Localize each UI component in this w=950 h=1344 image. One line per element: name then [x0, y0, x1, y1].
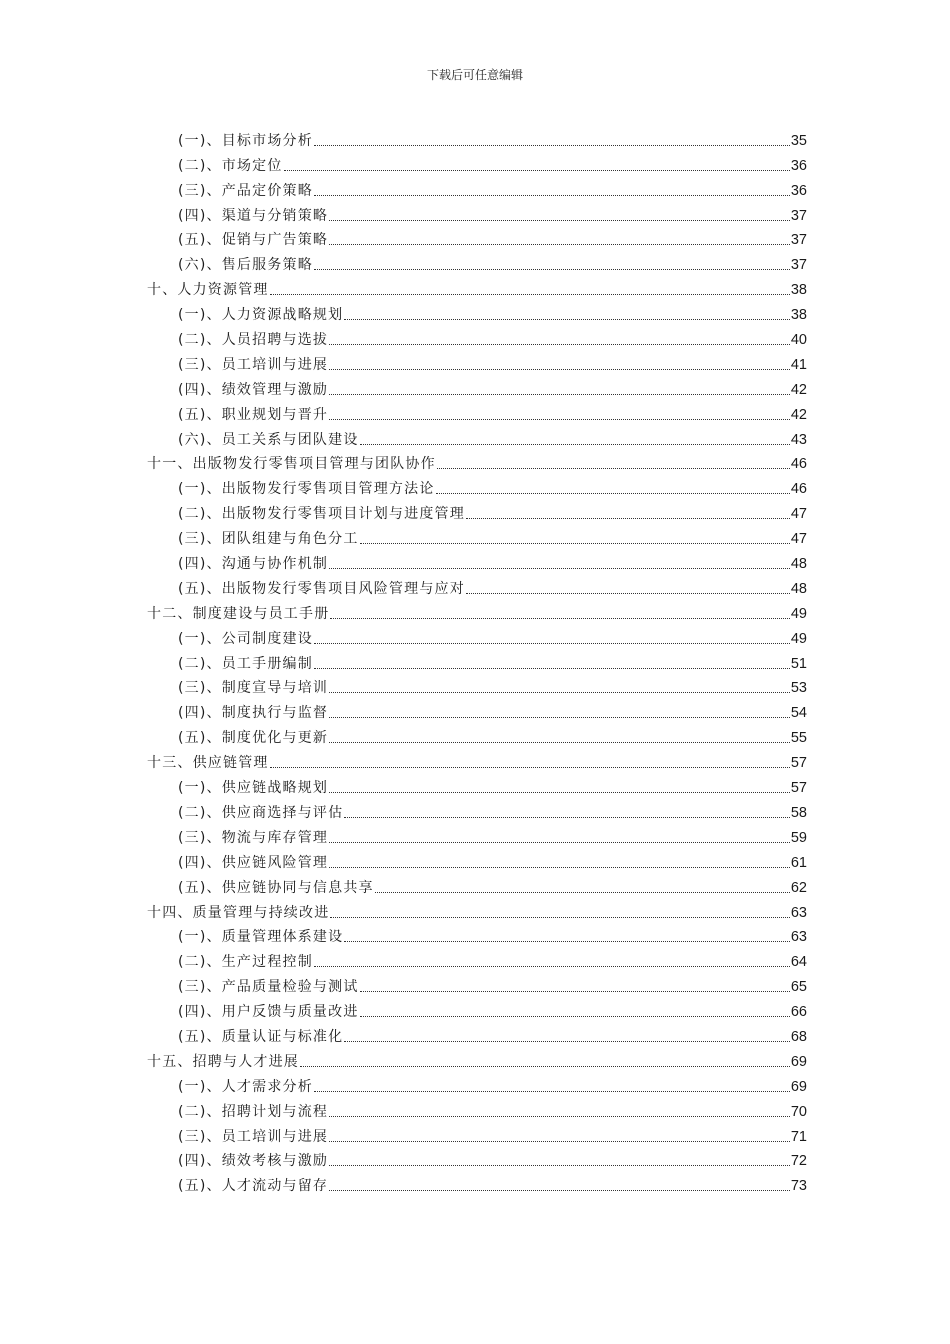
toc-page-number: 68 — [790, 1028, 807, 1045]
toc-entry-label: (三)、制度宣导与培训 — [178, 680, 329, 697]
toc-entry-label: (四)、用户反馈与质量改进 — [178, 1004, 359, 1021]
dot-leader — [329, 243, 790, 245]
dot-leader — [375, 891, 790, 893]
toc-page-number: 48 — [790, 556, 807, 573]
toc-page-number: 73 — [790, 1178, 807, 1195]
dot-leader — [284, 169, 790, 171]
toc-page-number: 62 — [790, 879, 807, 896]
toc-page-number: 70 — [790, 1103, 807, 1120]
toc-page-number: 48 — [790, 580, 807, 597]
toc-page-number: 43 — [790, 431, 807, 448]
dot-leader — [314, 965, 790, 967]
toc-entry-label: (六)、售后服务策略 — [178, 257, 313, 274]
toc-entry-label: (五)、人才流动与留存 — [178, 1178, 329, 1195]
toc-entry-label: (三)、员工培训与进展 — [178, 1128, 329, 1145]
toc-section-entry[interactable] — [147, 1146, 807, 1171]
toc-section-entry[interactable] — [147, 374, 807, 399]
dot-leader — [329, 1140, 790, 1142]
toc-entry-label: (二)、供应商选择与评估 — [178, 804, 344, 821]
toc-section-entry[interactable] — [147, 822, 807, 847]
toc-chapter-entry[interactable] — [147, 598, 807, 623]
toc-page-number: 63 — [790, 904, 807, 921]
toc-section-entry[interactable] — [147, 1021, 807, 1046]
toc-entry-label: (三)、团队组建与角色分工 — [178, 531, 359, 548]
toc-entry-label: (六)、员工关系与团队建设 — [178, 431, 359, 448]
toc-entry-label: (四)、制度执行与监督 — [178, 705, 329, 722]
toc-entry-label: 十一、出版物发行零售项目管理与团队协作 — [147, 456, 436, 473]
toc-page-number: 46 — [790, 456, 807, 473]
dot-leader — [329, 219, 790, 221]
toc-section-entry[interactable] — [147, 1096, 807, 1121]
toc-page-number: 58 — [790, 804, 807, 821]
toc-entry-label: (五)、制度优化与更新 — [178, 730, 329, 747]
toc-entry-label: (三)、员工培训与进展 — [178, 356, 329, 373]
dot-leader — [329, 841, 790, 843]
toc-section-entry[interactable] — [147, 847, 807, 872]
toc-entry-label: (二)、生产过程控制 — [178, 954, 313, 971]
toc-page-number: 47 — [790, 531, 807, 548]
toc-section-entry[interactable] — [147, 349, 807, 374]
dot-leader — [314, 268, 790, 270]
toc-section-entry[interactable] — [147, 697, 807, 722]
toc-section-entry[interactable] — [147, 722, 807, 747]
toc-page-number: 71 — [790, 1128, 807, 1145]
toc-entry-label: (四)、渠道与分销策略 — [178, 207, 329, 224]
toc-chapter-entry[interactable] — [147, 897, 807, 922]
toc-page-number: 37 — [790, 207, 807, 224]
dot-leader — [436, 492, 790, 494]
dot-leader — [270, 766, 790, 768]
dot-leader — [329, 368, 790, 370]
dot-leader — [344, 318, 790, 320]
toc-page-number: 47 — [790, 506, 807, 523]
dot-leader — [329, 393, 790, 395]
dot-leader — [329, 866, 790, 868]
toc-page-number: 54 — [790, 705, 807, 722]
dot-leader — [314, 1090, 790, 1092]
dot-leader — [466, 592, 790, 594]
toc-page-number: 51 — [790, 655, 807, 672]
toc-entry-label: (四)、沟通与协作机制 — [178, 556, 329, 573]
toc-page-number: 57 — [790, 780, 807, 797]
toc-entry-label: 十、人力资源管理 — [147, 282, 269, 299]
toc-entry-label: (三)、产品定价策略 — [178, 182, 313, 199]
toc-entry-label: (一)、人才需求分析 — [178, 1078, 313, 1095]
dot-leader — [329, 1189, 790, 1191]
toc-entry-label: 十二、制度建设与员工手册 — [147, 605, 330, 622]
toc-entry-label: (二)、出版物发行零售项目计划与进度管理 — [178, 506, 465, 523]
dot-leader — [360, 990, 790, 992]
dot-leader — [344, 816, 790, 818]
toc-entry-label: 十三、供应链管理 — [147, 755, 269, 772]
toc-page-number: 38 — [790, 282, 807, 299]
toc-section-entry[interactable] — [147, 324, 807, 349]
toc-section-entry[interactable] — [147, 523, 807, 548]
dot-leader — [314, 194, 790, 196]
toc-page-number: 69 — [790, 1053, 807, 1070]
toc-section-entry[interactable] — [147, 175, 807, 200]
toc-section-entry[interactable] — [147, 399, 807, 424]
toc-entry-label: (五)、促销与广告策略 — [178, 232, 329, 249]
toc-entry-label: 十五、招聘与人才进展 — [147, 1053, 299, 1070]
toc-section-entry[interactable] — [147, 922, 807, 947]
toc-page-number: 66 — [790, 1004, 807, 1021]
toc-entry-label: (一)、人力资源战略规划 — [178, 307, 344, 324]
dot-leader — [329, 418, 790, 420]
dot-leader — [330, 617, 789, 619]
dot-leader — [360, 542, 790, 544]
dot-leader — [314, 642, 790, 644]
toc-entry-label: (一)、质量管理体系建设 — [178, 929, 344, 946]
toc-page-number: 35 — [790, 132, 807, 149]
toc-section-entry[interactable] — [147, 573, 807, 598]
toc-entry-label: (一)、公司制度建设 — [178, 630, 313, 647]
toc-entry-label: (五)、供应链协同与信息共享 — [178, 879, 374, 896]
dot-leader — [329, 691, 790, 693]
toc-section-entry[interactable] — [147, 971, 807, 996]
toc-section-entry[interactable] — [147, 1071, 807, 1096]
toc-entry-label: (一)、目标市场分析 — [178, 132, 313, 149]
page-header: 下载后可任意编辑 — [426, 68, 523, 82]
table-of-contents — [147, 125, 807, 1195]
toc-section-entry[interactable] — [147, 797, 807, 822]
toc-page-number: 63 — [790, 929, 807, 946]
toc-entry-label: (二)、员工手册编制 — [178, 655, 313, 672]
dot-leader — [330, 916, 789, 918]
toc-page-number: 55 — [790, 730, 807, 747]
toc-page-number: 36 — [790, 182, 807, 199]
toc-page-number: 42 — [790, 406, 807, 423]
toc-page-number: 41 — [790, 356, 807, 373]
toc-entry-label: (三)、产品质量检验与测试 — [178, 979, 359, 996]
toc-page-number: 72 — [790, 1153, 807, 1170]
toc-entry-label: (二)、招聘计划与流程 — [178, 1103, 329, 1120]
toc-page-number: 61 — [790, 854, 807, 871]
toc-page-number: 64 — [790, 954, 807, 971]
dot-leader — [329, 1164, 790, 1166]
dot-leader — [314, 144, 790, 146]
toc-chapter-entry[interactable] — [147, 449, 807, 474]
toc-entry-label: (五)、质量认证与标准化 — [178, 1028, 344, 1045]
toc-section-entry[interactable] — [147, 872, 807, 897]
dot-leader — [466, 517, 790, 519]
toc-entry-label: 十四、质量管理与持续改进 — [147, 904, 330, 921]
dot-leader — [270, 293, 790, 295]
dot-leader — [314, 667, 790, 669]
toc-section-entry[interactable] — [147, 150, 807, 175]
toc-entry-label: (一)、出版物发行零售项目管理方法论 — [178, 481, 435, 498]
dot-leader — [329, 343, 790, 345]
toc-entry-label: (二)、人员招聘与选拔 — [178, 332, 329, 349]
dot-leader — [360, 1015, 790, 1017]
toc-section-entry[interactable] — [147, 673, 807, 698]
toc-section-entry[interactable] — [147, 648, 807, 673]
toc-chapter-entry[interactable] — [147, 274, 807, 299]
toc-entry-label: (四)、供应链风险管理 — [178, 854, 329, 871]
toc-section-entry[interactable] — [147, 498, 807, 523]
dot-leader — [360, 443, 790, 445]
dot-leader — [344, 1040, 790, 1042]
toc-section-entry[interactable] — [147, 473, 807, 498]
toc-section-entry[interactable] — [147, 946, 807, 971]
toc-page-number: 37 — [790, 257, 807, 274]
dot-leader — [437, 467, 790, 469]
toc-entry-label: (一)、供应链战略规划 — [178, 780, 329, 797]
dot-leader — [329, 1115, 790, 1117]
toc-page-number: 49 — [790, 630, 807, 647]
toc-page-number: 49 — [790, 605, 807, 622]
toc-section-entry[interactable] — [147, 200, 807, 225]
toc-page-number: 46 — [790, 481, 807, 498]
dot-leader — [300, 1065, 790, 1067]
toc-chapter-entry[interactable] — [147, 747, 807, 772]
dot-leader — [344, 940, 790, 942]
toc-entry-label: (五)、出版物发行零售项目风险管理与应对 — [178, 580, 465, 597]
toc-entry-label: (二)、市场定位 — [178, 157, 283, 174]
toc-section-entry[interactable] — [147, 1121, 807, 1146]
toc-section-entry[interactable] — [147, 996, 807, 1021]
toc-section-entry[interactable] — [147, 623, 807, 648]
toc-page-number: 42 — [790, 381, 807, 398]
toc-entry-label: (五)、职业规划与晋升 — [178, 406, 329, 423]
toc-entry-label: (三)、物流与库存管理 — [178, 829, 329, 846]
toc-page-number: 57 — [790, 755, 807, 772]
toc-page-number: 38 — [790, 307, 807, 324]
dot-leader — [329, 716, 790, 718]
toc-page-number: 36 — [790, 157, 807, 174]
toc-page-number: 40 — [790, 332, 807, 349]
toc-page-number: 69 — [790, 1078, 807, 1095]
toc-chapter-entry[interactable] — [147, 1046, 807, 1071]
toc-page-number: 65 — [790, 979, 807, 996]
toc-page-number: 59 — [790, 829, 807, 846]
dot-leader — [329, 741, 790, 743]
toc-section-entry[interactable] — [147, 424, 807, 449]
toc-section-entry[interactable] — [147, 1170, 807, 1195]
toc-entry-label: (四)、绩效考核与激励 — [178, 1153, 329, 1170]
toc-section-entry[interactable] — [147, 249, 807, 274]
toc-entry-label: (四)、绩效管理与激励 — [178, 381, 329, 398]
toc-section-entry[interactable] — [147, 772, 807, 797]
dot-leader — [329, 567, 790, 569]
toc-page-number: 37 — [790, 232, 807, 249]
toc-section-entry[interactable] — [147, 225, 807, 250]
toc-section-entry[interactable] — [147, 548, 807, 573]
toc-section-entry[interactable] — [147, 299, 807, 324]
dot-leader — [329, 791, 790, 793]
toc-page-number: 53 — [790, 680, 807, 697]
toc-section-entry[interactable] — [147, 125, 807, 150]
